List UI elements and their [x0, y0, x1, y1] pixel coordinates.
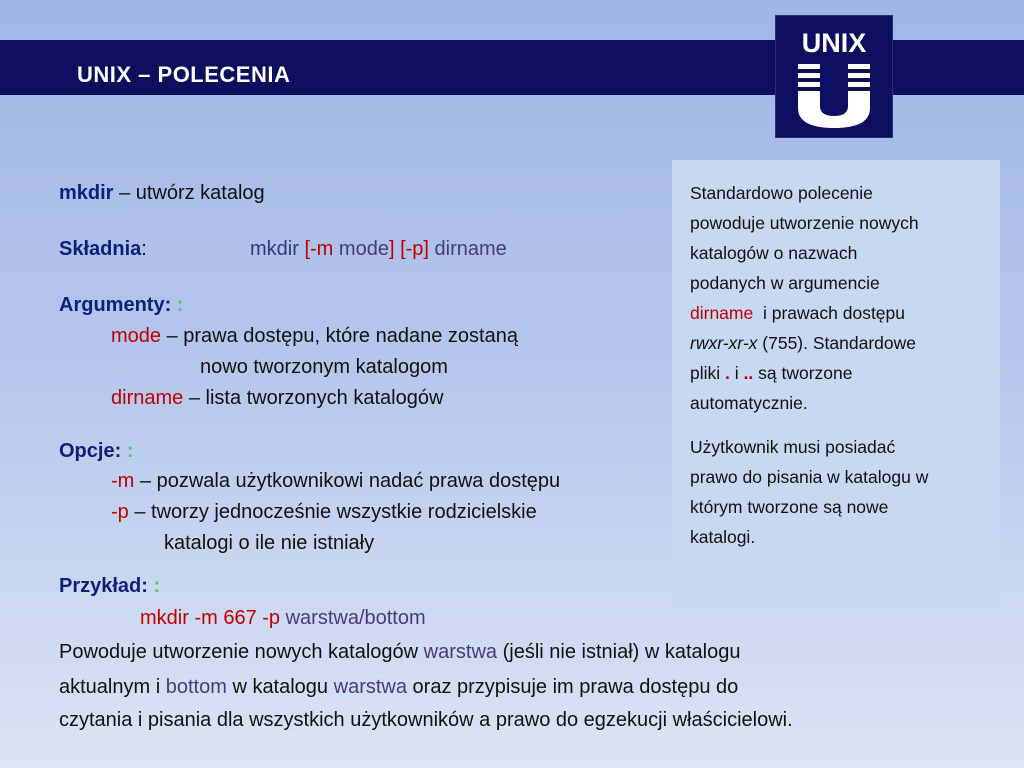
example-path: warstwa/bottom: [285, 607, 426, 629]
info-dot: .: [725, 363, 730, 383]
syntax-line: [59, 238, 147, 261]
info-line: podanych w argumencie: [690, 273, 880, 293]
info-text: są tworzone: [758, 363, 853, 383]
info-line: powoduje utworzenie nowych: [690, 213, 919, 233]
info-text: i: [734, 363, 739, 383]
info-line: [690, 328, 990, 358]
option-m: [111, 470, 560, 493]
options-label: Opcje:: [59, 440, 122, 462]
unix-u-icon: [776, 16, 892, 137]
command-line: [59, 182, 265, 205]
example-desc-line1: [59, 641, 740, 664]
command-name: mkdir: [59, 182, 114, 204]
example-command: [140, 607, 426, 630]
info-paragraph-2: [690, 432, 990, 552]
example-text: oraz przypisuje im prawa dostępu do: [412, 676, 739, 698]
example-text: w katalogu: [232, 676, 329, 698]
info-line: [690, 298, 990, 328]
syntax-label: Składnia: [59, 238, 142, 260]
example-desc-line2: [59, 676, 738, 699]
example-term-warstwa: warstwa: [423, 641, 498, 663]
slide-title: UNIX – POLECENIA: [77, 62, 291, 87]
argument-mode-cont: nowo tworzonym katalogom: [200, 356, 448, 378]
example-marker: :: [153, 575, 161, 597]
info-line: Standardowo polecenie: [690, 183, 873, 203]
argument-dirname-desc: – lista tworzonych katalogów: [188, 387, 444, 409]
example-text: (jeśli nie istniał) w katalogu: [502, 641, 741, 663]
syntax-usage: [250, 238, 507, 261]
info-line: Użytkownik musi posiadać: [690, 437, 896, 457]
option-p-desc: – tworzy jednocześnie wszystkie rodzicielskie: [134, 501, 537, 523]
info-text: (755). Standardowe: [762, 333, 916, 353]
syntax-colon: :: [141, 238, 147, 260]
option-p-term: -p: [111, 501, 129, 523]
info-line: prawo do pisania w katalogu w: [690, 467, 929, 487]
option-p: [111, 501, 537, 524]
arguments-heading: [59, 294, 183, 317]
example-cmd: mkdir -m 667 -p: [140, 607, 281, 629]
example-text: Powoduje utworzenie nowych katalogów: [59, 641, 419, 663]
info-paragraph-1: [690, 178, 990, 418]
argument-mode: [111, 325, 518, 348]
logo-text: UNIX: [801, 28, 867, 58]
example-desc-line3: czytania i pisania dla wszystkich użytkowników a prawo do egzekucji właścicielowi.: [59, 709, 793, 731]
options-marker: :: [126, 440, 134, 462]
example-term-bottom: bottom: [165, 676, 227, 698]
info-text: pliki: [690, 363, 721, 383]
info-line: automatycznie.: [690, 393, 808, 413]
option-p-cont: katalogi o ile nie istniały: [164, 532, 375, 554]
example-text: aktualnym i: [59, 676, 161, 698]
info-text: i prawach dostępu: [762, 303, 906, 323]
option-m-desc: – pozwala użytkownikowi nadać prawa dostępu: [139, 470, 561, 492]
example-label: Przykład:: [59, 575, 148, 597]
info-line: katalogów o nazwach: [690, 243, 858, 263]
info-dotdot: ..: [743, 363, 754, 383]
options-heading: [59, 440, 133, 463]
example-heading: [59, 575, 160, 598]
argument-mode-desc: – prawa dostępu, które nadane zostaną: [166, 325, 518, 347]
arguments-label: Argumenty:: [59, 294, 172, 316]
unix-logo: [775, 15, 893, 138]
command-desc: – utwórz katalog: [119, 182, 265, 204]
info-permissions: rwxr-xr-x: [690, 333, 758, 353]
syntax-dirname: dirname: [434, 238, 507, 260]
argument-dirname-term: dirname: [111, 387, 184, 409]
syntax-opt-m: [-m: [304, 238, 334, 260]
info-line: katalogi.: [690, 527, 756, 547]
argument-mode-term: mode: [111, 325, 162, 347]
syntax-cmd: mkdir: [250, 238, 299, 260]
syntax-mode: mode: [338, 238, 389, 260]
info-term-dirname: dirname: [690, 303, 754, 323]
syntax-bracket: ]: [388, 238, 395, 260]
syntax-opt-p: [-p]: [400, 238, 429, 260]
arguments-marker: :: [176, 294, 184, 316]
example-term-warstwa: warstwa: [333, 676, 407, 698]
option-m-term: -m: [111, 470, 135, 492]
info-line: którym tworzone są nowe: [690, 497, 889, 517]
info-line: [690, 358, 990, 388]
argument-dirname: [111, 387, 443, 410]
